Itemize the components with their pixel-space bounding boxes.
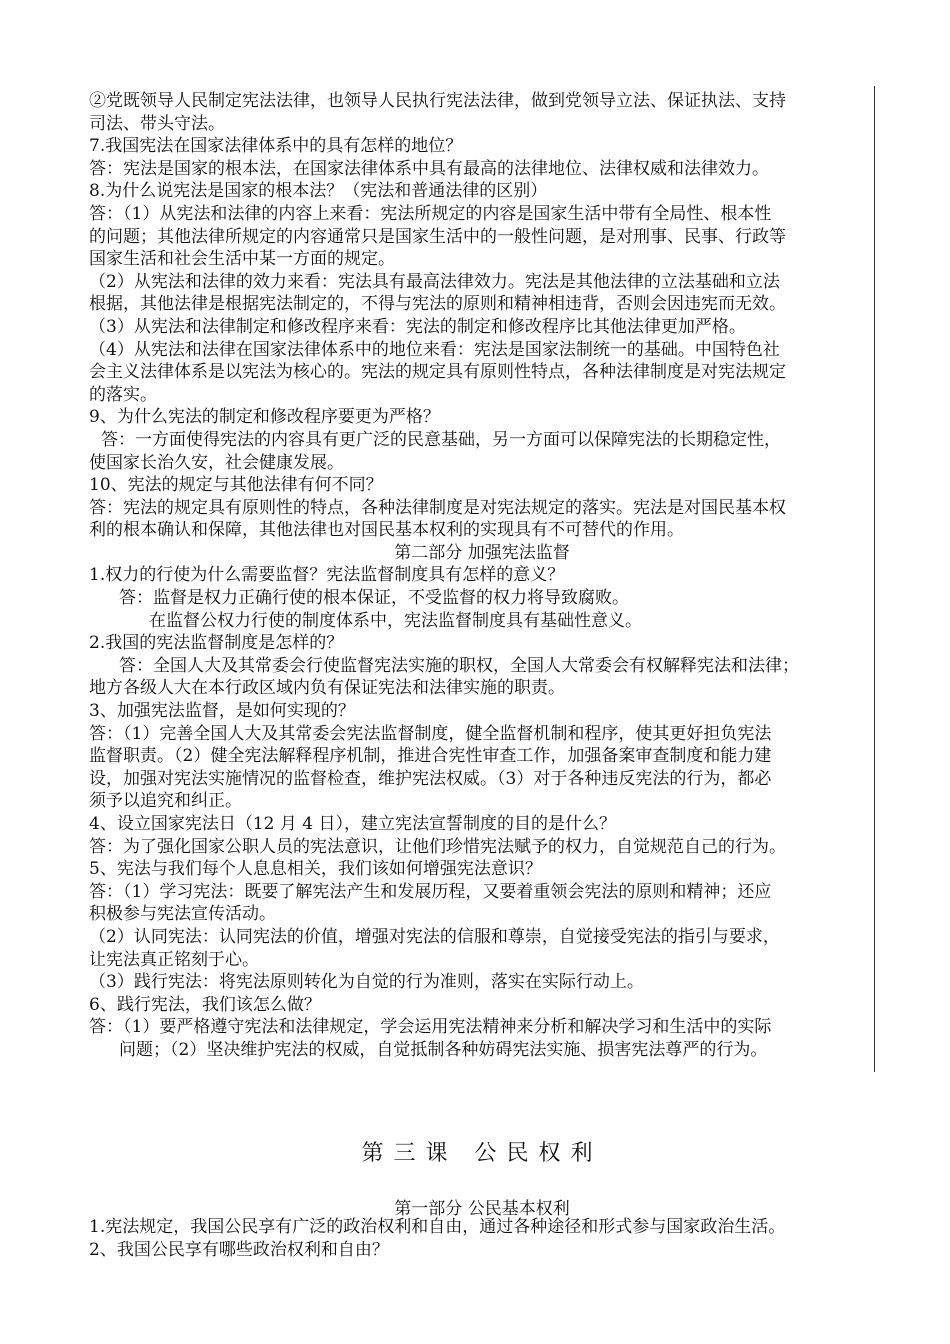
question-8: 8.为什么说宪法是国家的根本法？（宪法和普通法律的区别） [89, 181, 548, 202]
part2-question-3: 3、加强宪法监督，是如何实现的？ [89, 701, 355, 722]
answer-8-4: （4）从宪法和法律在国家法律体系中的地位来看：宪法是国家法制统一的基础。中国特色社 [89, 339, 780, 360]
lesson-3-body [89, 1216, 875, 1261]
answer-10: 答：宪法的规定具有原则性的特点，各种法律制度是对宪法规定的落实。宪法是对国民基本权 [89, 497, 786, 518]
text-line: 利的根本确认和保障，其他法律也对国民基本权利的实现具有不可替代的作用。 [89, 520, 684, 541]
text-line: 在监督公权力行使的制度体系中，宪法监督制度具有基础性意义。 [149, 610, 642, 631]
text-line: 根据，其他法律是根据宪法制定的，不得与宪法的原则和精神相违背，否则会因违宪而无效。 [89, 294, 786, 315]
text-line: 须予以追究和纠正。 [89, 791, 242, 812]
text-line: 1.宪法规定，我国公民享有广泛的政治权利和自由，通过各种途径和形式参与国家政治生活。 [89, 1217, 786, 1237]
answer-9: 答：一方面使得宪法的内容具有更广泛的民意基础，另一方面可以保障宪法的长期稳定性， [101, 429, 781, 450]
answer-8-3: （3）从宪法和法律制定和修改程序来看：宪法的制定和修改程序比其他法律更加严格。 [89, 316, 746, 337]
text-line: 使国家长治久安，社会健康发展。 [89, 452, 344, 473]
text-line: 让宪法真正铭刻于心。 [89, 949, 259, 970]
text-line: 地方各级人大在本行政区域内负有保证宪法和法律实施的职责。 [89, 678, 565, 699]
answer-8-1: 答：（1）从宪法和法律的内容上来看：宪法所规定的内容是国家生活中带有全局性、根本性 [89, 203, 772, 224]
lesson-title: 第三课 公民权利 [361, 1141, 603, 1166]
part2-question-1: 1.权力的行使为什么需要监督？宪法监督制度具有怎样的意义？ [89, 565, 565, 586]
text-line: 的落实。 [89, 384, 157, 405]
part2-answer-5-2: （2）认同宪法：认同宪法的价值，增强对宪法的信服和尊崇，自觉接受宪法的指引与要求， [89, 926, 780, 947]
text-line: 国家生活和社会生活中某一方面的规定。 [89, 249, 395, 270]
question-9: 9、为什么宪法的制定和修改程序要更为严格？ [89, 407, 440, 428]
part2-question-2: 2.我国的宪法监督制度是怎样的？ [89, 633, 344, 654]
answer-7: 答：宪法是国家的根本法，在国家法律体系中具有最高的法律地位、法律权威和法律效力。 [89, 158, 769, 179]
text-line: 监督职责。（2）健全宪法解释程序机制，推进合宪性审查工作，加强备案审查制度和能力建 [89, 746, 772, 767]
question-10: 10、宪法的规定与其他法律有何不同？ [89, 475, 383, 496]
part2-answer-2: 答：全国人大及其常委会行使监督宪法实施的职权，全国人大常委会有权解释宪法和法律； [119, 655, 799, 676]
answer-8-2: （2）从宪法和法律的效力来看：宪法具有最高法律效力。宪法是其他法律的立法基础和立法 [89, 271, 780, 292]
document-body [89, 90, 875, 1062]
text-line: 司法、带头守法。 [89, 113, 225, 134]
section-heading-part-1: 第一部分 公民基本权利 [394, 1199, 570, 1219]
text-line: 积极参与宪法宣传活动。 [89, 904, 276, 925]
part2-question-5: 5、宪法与我们每个人息息相关，我们该如何增强宪法意识？ [89, 859, 542, 880]
part2-answer-4: 答：为了强化国家公职人员的宪法意识，让他们珍惜宪法赋予的权力，自觉规范自己的行为。 [89, 836, 786, 857]
text-line: 设，加强对宪法实施情况的监督检查，维护宪法权威。（3）对于各种违反宪法的行为，都必 [89, 768, 772, 789]
part2-answer-3: 答：（1）完善全国人大及其常委会宪法监督制度，健全监督机制和程序，使其更好担负宪法 [89, 723, 772, 744]
part2-question-4: 4、设立国家宪法日（12 月 4 日），建立宪法宣誓制度的目的是什么？ [89, 814, 616, 834]
part2-answer-6: 答：（1）要严格遵守宪法和法律规定，学会运用宪法精神来分析和解决学习和生活中的实际 [89, 1017, 772, 1038]
question-7: 7.我国宪法在国家法律体系中的具有怎样的地位？ [89, 136, 463, 157]
text-line: 会主义法律体系是以宪法为核心的。宪法的规定具有原则性特点，各种法律制度是对宪法规定 [89, 362, 786, 383]
part2-answer-5-3: （3）践行宪法：将宪法原则转化为自觉的行为准则，落实在实际行动上。 [89, 972, 644, 993]
part2-answer-1: 答：监督是权力正确行使的根本保证，不受监督的权力将导致腐败。 [119, 588, 629, 609]
text-line: 2、我国公民享有哪些政治权利和自由？ [89, 1239, 389, 1260]
text-line: 问题；（2）坚决维护宪法的权威，自觉抵制各种妨碍宪法实施、损害宪法尊严的行为。 [119, 1039, 768, 1060]
text-line: 的问题；其他法律所规定的内容通常只是国家生活中的一般性问题，是对刑事、民事、行政等 [89, 226, 786, 247]
text-line: ②党既领导人民制定宪法法律，也领导人民执行宪法法律，做到党领导立法、保证执法、支持 [89, 91, 786, 111]
part2-question-6: 6、践行宪法，我们该怎么做？ [89, 994, 321, 1015]
part2-answer-5-1: 答：（1）学习宪法：既要了解宪法产生和发展历程，又要着重领会宪法的原则和精神；还应 [89, 881, 772, 902]
section-heading-part-2: 第二部分 加强宪法监督 [394, 542, 570, 563]
